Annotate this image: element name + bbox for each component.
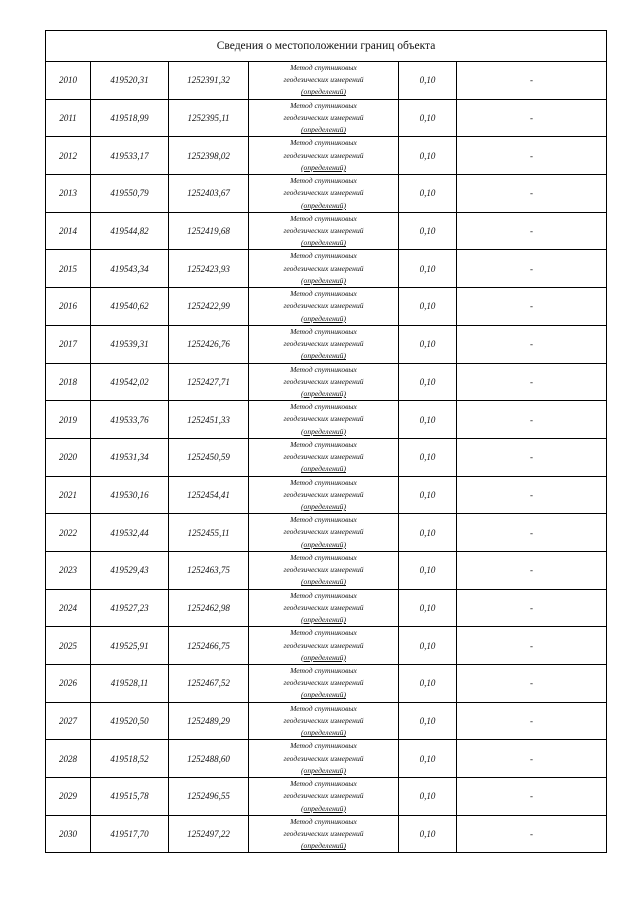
note-cell: - <box>457 62 607 100</box>
table-row <box>46 589 607 627</box>
point-number-cell: 2013 <box>46 175 91 213</box>
x-coordinate-cell: 419527,23 <box>91 589 169 627</box>
x-coordinate-cell: 419530,16 <box>91 476 169 514</box>
y-coordinate-cell: 1252455,11 <box>169 514 249 552</box>
method-line-3: (определений) <box>301 426 346 436</box>
method-line-2: геодезических измерений <box>283 414 364 424</box>
y-coordinate-cell: 1252391,32 <box>169 62 249 100</box>
point-number-cell: 2015 <box>46 250 91 288</box>
method-line-1: Метод спутниковых <box>290 289 357 299</box>
x-coordinate-cell: 419531,34 <box>91 438 169 476</box>
method-line-3: (определений) <box>301 313 346 323</box>
x-coordinate-cell: 419533,76 <box>91 401 169 439</box>
method-line-1: Метод спутниковых <box>290 741 357 751</box>
method-line-3: (определений) <box>301 577 346 587</box>
note-cell: - <box>457 212 607 250</box>
method-line-2: геодезических измерений <box>283 225 364 235</box>
y-coordinate-cell: 1252463,75 <box>169 551 249 589</box>
point-number-cell: 2012 <box>46 137 91 175</box>
x-coordinate-cell: 419540,62 <box>91 288 169 326</box>
x-coordinate-cell: 419543,34 <box>91 250 169 288</box>
method-line-2: геодезических измерений <box>283 715 364 725</box>
method-line-1: Метод спутниковых <box>290 628 357 638</box>
method-line-1: Метод спутниковых <box>290 477 357 487</box>
method-line-1: Метод спутниковых <box>290 590 357 600</box>
y-coordinate-cell: 1252422,99 <box>169 288 249 326</box>
point-number-cell: 2017 <box>46 325 91 363</box>
method-cell <box>249 589 399 627</box>
method-line-3: (определений) <box>301 690 346 700</box>
method-line-2: геодезических измерений <box>283 112 364 122</box>
note-cell: - <box>457 514 607 552</box>
y-coordinate-cell: 1252489,29 <box>169 702 249 740</box>
method-line-1: Метод спутниковых <box>290 552 357 562</box>
method-line-3: (определений) <box>301 615 346 625</box>
x-coordinate-cell: 419520,31 <box>91 62 169 100</box>
note-cell: - <box>457 551 607 589</box>
table-row <box>46 363 607 401</box>
accuracy-cell: 0,10 <box>399 476 457 514</box>
y-coordinate-cell: 1252419,68 <box>169 212 249 250</box>
method-line-1: Метод спутниковых <box>290 100 357 110</box>
note-cell: - <box>457 401 607 439</box>
method-line-2: геодезических измерений <box>283 565 364 575</box>
method-line-1: Метод спутниковых <box>290 364 357 374</box>
y-coordinate-cell: 1252462,98 <box>169 589 249 627</box>
method-line-3: (определений) <box>301 502 346 511</box>
point-number-cell: 2026 <box>46 665 91 703</box>
note-cell: - <box>457 740 607 778</box>
y-coordinate-cell: 1252426,76 <box>169 325 249 363</box>
table-row <box>46 212 607 250</box>
accuracy-cell: 0,10 <box>399 514 457 552</box>
method-line-1: Метод спутниковых <box>290 816 357 826</box>
method-cell <box>249 99 399 137</box>
method-line-3: (определений) <box>301 125 346 135</box>
note-cell: - <box>457 175 607 213</box>
point-number-cell: 2029 <box>46 778 91 816</box>
point-number-cell: 2019 <box>46 401 91 439</box>
table-row <box>46 740 607 778</box>
note-cell: - <box>457 325 607 363</box>
x-coordinate-cell: 419517,70 <box>91 815 169 853</box>
point-number-cell: 2014 <box>46 212 91 250</box>
y-coordinate-cell: 1252497,22 <box>169 815 249 853</box>
method-line-3: (определений) <box>301 238 346 248</box>
y-coordinate-cell: 1252450,59 <box>169 438 249 476</box>
accuracy-cell: 0,10 <box>399 175 457 213</box>
note-cell: - <box>457 589 607 627</box>
accuracy-cell: 0,10 <box>399 815 457 853</box>
method-cell <box>249 438 399 476</box>
method-line-3: (определений) <box>301 200 346 210</box>
table-row <box>46 99 607 137</box>
method-cell <box>249 627 399 665</box>
method-line-1: Метод спутниковых <box>290 326 357 336</box>
method-line-3: (определений) <box>301 87 346 97</box>
point-number-cell: 2022 <box>46 514 91 552</box>
accuracy-cell: 0,10 <box>399 778 457 816</box>
y-coordinate-cell: 1252427,71 <box>169 363 249 401</box>
accuracy-cell: 0,10 <box>399 62 457 100</box>
table-title: Сведения о местоположении границ объекта <box>46 31 607 62</box>
table-row <box>46 551 607 589</box>
method-line-3: (определений) <box>301 841 346 851</box>
method-line-3: (определений) <box>301 275 346 285</box>
table-title-row <box>46 31 607 62</box>
x-coordinate-cell: 419532,44 <box>91 514 169 552</box>
table-row <box>46 62 607 100</box>
point-number-cell: 2023 <box>46 551 91 589</box>
note-cell: - <box>457 476 607 514</box>
table-row <box>46 401 607 439</box>
point-number-cell: 2030 <box>46 815 91 853</box>
note-cell: - <box>457 363 607 401</box>
point-number-cell: 2028 <box>46 740 91 778</box>
y-coordinate-cell: 1252466,75 <box>169 627 249 665</box>
point-number-cell: 2021 <box>46 476 91 514</box>
method-cell <box>249 175 399 213</box>
point-number-cell: 2016 <box>46 288 91 326</box>
y-coordinate-cell: 1252398,02 <box>169 137 249 175</box>
x-coordinate-cell: 419518,52 <box>91 740 169 778</box>
table-row <box>46 476 607 514</box>
y-coordinate-cell: 1252451,33 <box>169 401 249 439</box>
x-coordinate-cell: 419518,99 <box>91 99 169 137</box>
accuracy-cell: 0,10 <box>399 212 457 250</box>
accuracy-cell: 0,10 <box>399 627 457 665</box>
method-line-3: (определений) <box>301 388 346 398</box>
table-row <box>46 438 607 476</box>
x-coordinate-cell: 419529,43 <box>91 551 169 589</box>
note-cell: - <box>457 815 607 853</box>
method-line-3: (определений) <box>301 728 346 738</box>
accuracy-cell: 0,10 <box>399 401 457 439</box>
method-line-3: (определений) <box>301 351 346 361</box>
method-line-2: геодезических измерений <box>283 791 364 801</box>
table-row <box>46 665 607 703</box>
method-line-2: геодезических измерений <box>283 75 364 85</box>
method-line-1: Метод спутниковых <box>290 439 357 449</box>
table-row <box>46 288 607 326</box>
table-row <box>46 325 607 363</box>
table-row <box>46 250 607 288</box>
table-row <box>46 627 607 665</box>
y-coordinate-cell: 1252403,67 <box>169 175 249 213</box>
method-line-2: геодезических измерений <box>283 489 364 499</box>
accuracy-cell: 0,10 <box>399 137 457 175</box>
method-line-1: Метод спутниковых <box>290 666 357 676</box>
x-coordinate-cell: 419550,79 <box>91 175 169 213</box>
method-line-3: (определений) <box>301 539 346 549</box>
note-cell: - <box>457 627 607 665</box>
accuracy-cell: 0,10 <box>399 99 457 137</box>
y-coordinate-cell: 1252496,55 <box>169 778 249 816</box>
method-cell <box>249 250 399 288</box>
method-line-3: (определений) <box>301 162 346 172</box>
point-number-cell: 2018 <box>46 363 91 401</box>
y-coordinate-cell: 1252423,93 <box>169 250 249 288</box>
method-cell <box>249 476 399 514</box>
point-number-cell: 2020 <box>46 438 91 476</box>
method-line-2: геодезических измерений <box>283 339 364 349</box>
accuracy-cell: 0,10 <box>399 288 457 326</box>
accuracy-cell: 0,10 <box>399 363 457 401</box>
point-number-cell: 2027 <box>46 702 91 740</box>
method-line-1: Метод спутниковых <box>290 176 357 186</box>
x-coordinate-cell: 419539,31 <box>91 325 169 363</box>
method-line-2: геодезических измерений <box>283 452 364 462</box>
y-coordinate-cell: 1252395,11 <box>169 99 249 137</box>
accuracy-cell: 0,10 <box>399 438 457 476</box>
method-line-1: Метод спутниковых <box>290 703 357 713</box>
method-line-2: геодезических измерений <box>283 376 364 386</box>
x-coordinate-cell: 419525,91 <box>91 627 169 665</box>
method-cell <box>249 740 399 778</box>
x-coordinate-cell: 419515,78 <box>91 778 169 816</box>
method-cell <box>249 778 399 816</box>
accuracy-cell: 0,10 <box>399 665 457 703</box>
accuracy-cell: 0,10 <box>399 551 457 589</box>
method-line-2: геодезических измерений <box>283 301 364 311</box>
table-row <box>46 137 607 175</box>
table-row <box>46 514 607 552</box>
point-number-cell: 2010 <box>46 62 91 100</box>
table-row <box>46 175 607 213</box>
method-cell <box>249 551 399 589</box>
method-cell <box>249 363 399 401</box>
method-cell <box>249 62 399 100</box>
method-cell <box>249 401 399 439</box>
method-cell <box>249 212 399 250</box>
boundary-coordinates-table <box>45 30 607 853</box>
note-cell: - <box>457 438 607 476</box>
method-cell <box>249 325 399 363</box>
y-coordinate-cell: 1252488,60 <box>169 740 249 778</box>
method-line-2: геодезических измерений <box>283 640 364 650</box>
point-number-cell: 2011 <box>46 99 91 137</box>
method-line-2: геодезических измерений <box>283 678 364 688</box>
accuracy-cell: 0,10 <box>399 740 457 778</box>
method-line-3: (определений) <box>301 803 346 813</box>
method-line-2: геодезических измерений <box>283 527 364 537</box>
table-row <box>46 815 607 853</box>
x-coordinate-cell: 419533,17 <box>91 137 169 175</box>
method-cell <box>249 815 399 853</box>
method-line-2: геодезических измерений <box>283 263 364 273</box>
method-line-3: (определений) <box>301 652 346 662</box>
note-cell: - <box>457 99 607 137</box>
method-line-1: Метод спутниковых <box>290 251 357 261</box>
y-coordinate-cell: 1252467,52 <box>169 665 249 703</box>
point-number-cell: 2024 <box>46 589 91 627</box>
note-cell: - <box>457 288 607 326</box>
note-cell: - <box>457 702 607 740</box>
method-line-3: (определений) <box>301 765 346 775</box>
accuracy-cell: 0,10 <box>399 589 457 627</box>
table-row <box>46 778 607 816</box>
method-cell <box>249 288 399 326</box>
method-line-1: Метод спутниковых <box>290 63 357 73</box>
x-coordinate-cell: 419544,82 <box>91 212 169 250</box>
method-cell <box>249 137 399 175</box>
accuracy-cell: 0,10 <box>399 702 457 740</box>
note-cell: - <box>457 665 607 703</box>
method-cell <box>249 514 399 552</box>
note-cell: - <box>457 250 607 288</box>
method-line-1: Метод спутниковых <box>290 402 357 412</box>
y-coordinate-cell: 1252454,41 <box>169 476 249 514</box>
table-row <box>46 702 607 740</box>
accuracy-cell: 0,10 <box>399 250 457 288</box>
method-cell <box>249 665 399 703</box>
method-line-2: геодезических измерений <box>283 828 364 838</box>
method-line-2: геодезических измерений <box>283 753 364 763</box>
method-line-1: Метод спутниковых <box>290 515 357 525</box>
method-line-2: геодезических измерений <box>283 188 364 198</box>
method-line-3: (определений) <box>301 464 346 474</box>
method-line-2: геодезических измерений <box>283 602 364 612</box>
x-coordinate-cell: 419528,11 <box>91 665 169 703</box>
x-coordinate-cell: 419520,50 <box>91 702 169 740</box>
note-cell: - <box>457 778 607 816</box>
accuracy-cell: 0,10 <box>399 325 457 363</box>
method-line-1: Метод спутниковых <box>290 213 357 223</box>
point-number-cell: 2025 <box>46 627 91 665</box>
method-line-2: геодезических измерений <box>283 150 364 160</box>
method-cell <box>249 702 399 740</box>
note-cell: - <box>457 137 607 175</box>
method-line-1: Метод спутниковых <box>290 138 357 148</box>
method-line-1: Метод спутниковых <box>290 779 357 789</box>
x-coordinate-cell: 419542,02 <box>91 363 169 401</box>
